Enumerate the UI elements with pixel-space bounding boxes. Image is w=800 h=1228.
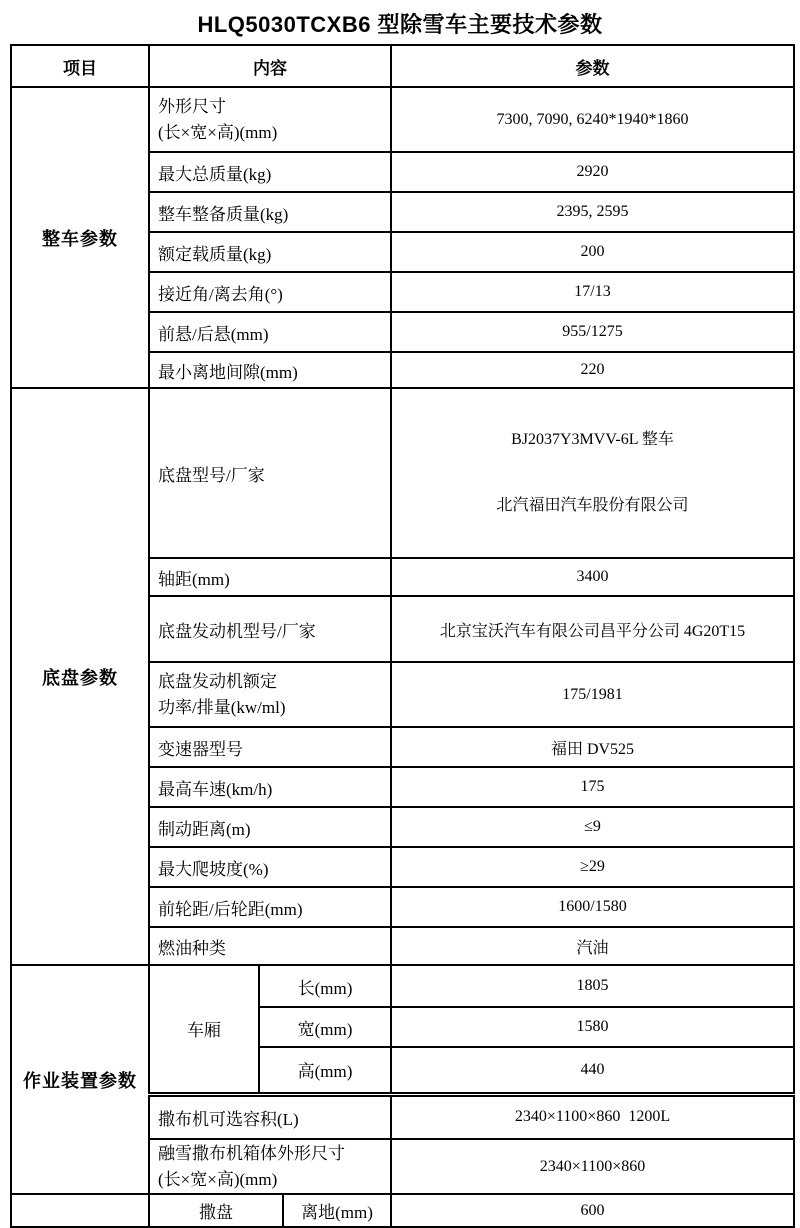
label-box-dimensions — [149, 1139, 391, 1194]
label-dimensions — [149, 87, 391, 152]
label-box-dimensions-line1: 融雪撒布机箱体外形尺寸 — [158, 1143, 345, 1163]
value-cargo-width: 1580 — [391, 1007, 794, 1047]
value-fuel-type: 汽油 — [391, 927, 794, 965]
value-max-mass: 2920 — [391, 152, 794, 192]
col-header-param: 参数 — [391, 45, 794, 87]
label-angles: 接近角/离去角(°) — [149, 272, 391, 312]
value-overhang: 955/1275 — [391, 312, 794, 352]
value-box-dimensions: 2340×1100×860 — [391, 1139, 794, 1194]
group-vehicle-params: 整车参数 — [11, 87, 149, 388]
table-row — [11, 965, 794, 1007]
label-gradeability: 最大爬坡度(%) — [149, 847, 391, 887]
value-angles: 17/13 — [391, 272, 794, 312]
value-chassis-model-line1: BJ2037Y3MVV-6L 整车 — [511, 431, 674, 448]
label-rated-load: 额定载质量(kg) — [149, 232, 391, 272]
header-row — [11, 45, 794, 87]
table-row — [11, 87, 794, 152]
value-track: 1600/1580 — [391, 887, 794, 927]
label-transmission: 变速器型号 — [149, 727, 391, 767]
group-work-device-params: 作业装置参数 — [11, 965, 149, 1194]
label-fuel-type: 燃油种类 — [149, 927, 391, 965]
label-spreading-disc: 撒盘 — [149, 1194, 283, 1227]
value-gradeability: ≥29 — [391, 847, 794, 887]
value-clearance: 220 — [391, 352, 794, 388]
col-header-content: 内容 — [149, 45, 391, 87]
empty-cell — [11, 1194, 149, 1227]
label-disc-ground-clearance: 离地(mm) — [283, 1194, 391, 1227]
label-spreader-volume: 撒布机可选容积(L) — [149, 1094, 391, 1139]
label-overhang: 前悬/后悬(mm) — [149, 312, 391, 352]
label-dimensions-line1: 外形尺寸 — [158, 96, 226, 116]
label-curb-mass: 整车整备质量(kg) — [149, 192, 391, 232]
label-box-dimensions-line2: (长×宽×高)(mm) — [158, 1169, 278, 1189]
table-row — [11, 1194, 794, 1227]
label-clearance: 最小离地间隙(mm) — [149, 352, 391, 388]
value-disc-ground-clearance: 600 — [391, 1194, 794, 1227]
value-wheelbase: 3400 — [391, 558, 794, 596]
col-header-item: 项目 — [11, 45, 149, 87]
label-max-mass: 最大总质量(kg) — [149, 152, 391, 192]
label-dimensions-line2: (长×宽×高)(mm) — [158, 122, 278, 142]
value-transmission: 福田 DV525 — [391, 727, 794, 767]
label-engine-power-line1: 底盘发动机额定 — [158, 671, 277, 691]
label-wheelbase: 轴距(mm) — [149, 558, 391, 596]
value-spreader-volume: 2340×1100×860 1200L — [391, 1094, 794, 1139]
value-max-speed: 175 — [391, 767, 794, 807]
label-chassis-model: 底盘型号/厂家 — [149, 388, 391, 558]
label-engine-power — [149, 662, 391, 727]
label-cargo-box: 车厢 — [149, 965, 259, 1094]
value-engine-model: 北京宝沃汽车有限公司昌平分公司 4G20T15 — [391, 596, 794, 662]
value-curb-mass: 2395, 2595 — [391, 192, 794, 232]
label-cargo-length: 长(mm) — [259, 965, 391, 1007]
value-cargo-length: 1805 — [391, 965, 794, 1007]
label-engine-power-line2: 功率/排量(kw/ml) — [158, 697, 286, 717]
spec-table — [10, 44, 795, 1228]
label-max-speed: 最高车速(km/h) — [149, 767, 391, 807]
value-dimensions: 7300, 7090, 6240*1940*1860 — [391, 87, 794, 152]
value-brake-distance: ≤9 — [391, 807, 794, 847]
value-rated-load: 200 — [391, 232, 794, 272]
label-brake-distance: 制动距离(m) — [149, 807, 391, 847]
label-cargo-width: 宽(mm) — [259, 1007, 391, 1047]
value-cargo-height: 440 — [391, 1047, 794, 1094]
value-engine-power: 175/1981 — [391, 662, 794, 727]
group-chassis-params: 底盘参数 — [11, 388, 149, 965]
table-row — [11, 388, 794, 558]
label-track: 前轮距/后轮距(mm) — [149, 887, 391, 927]
label-cargo-height: 高(mm) — [259, 1047, 391, 1094]
page-title: HLQ5030TCXB6 型除雪车主要技术参数 — [197, 12, 603, 37]
value-chassis-model — [391, 388, 794, 558]
label-engine-model: 底盘发动机型号/厂家 — [149, 596, 391, 662]
value-chassis-model-line2: 北汽福田汽车股份有限公司 — [496, 497, 689, 514]
